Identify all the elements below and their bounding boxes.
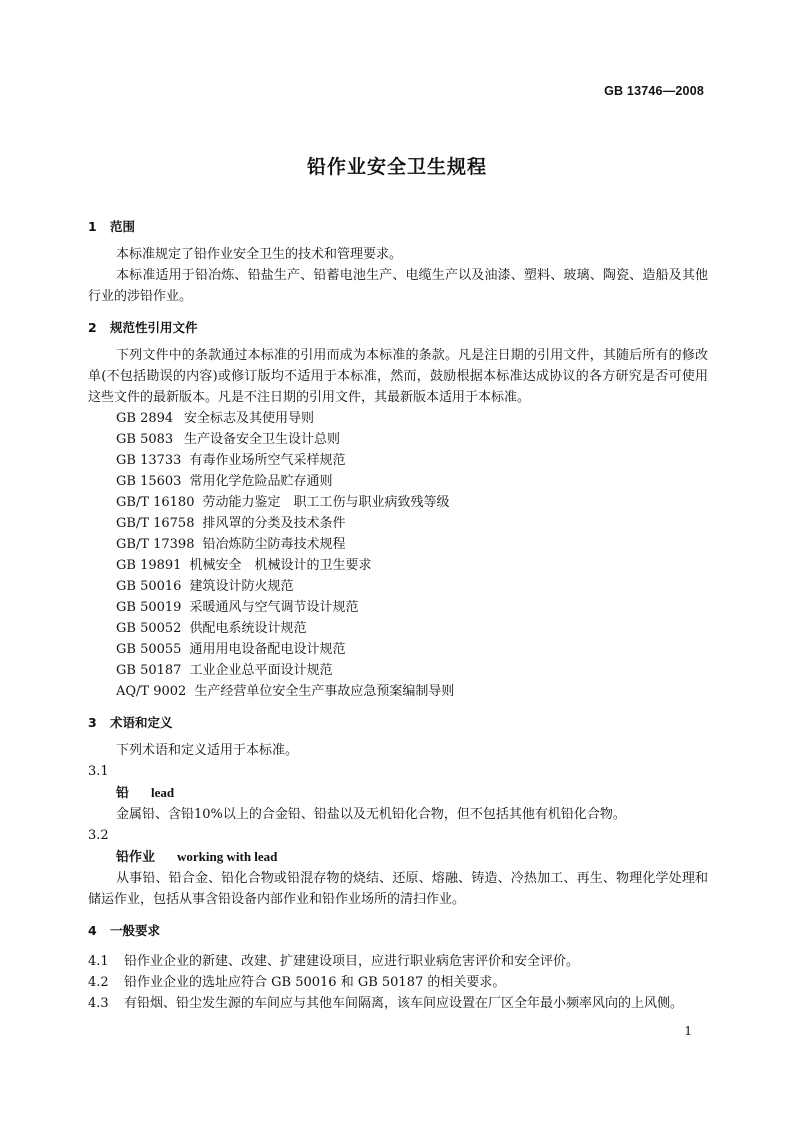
paragraph: 本标准适用于铅冶炼、铅盐生产、铅蓄电池生产、电缆生产以及油漆、塑料、玻璃、陶瓷、造船及其他行业的涉铅作业。 <box>88 268 708 304</box>
term-definition: 从事铅、铅合金、铅化合物或铅混存物的烧结、还原、熔融、铸造、冷热加工、再生、物理化学处理和储运作业，包括从事含铅设备内部作业和铅作业场所的清扫作业。 <box>88 871 708 907</box>
reference-item: GB 13733 有毒作业场所空气采样规范 <box>116 453 346 468</box>
section-heading: 1 范围 <box>88 219 136 234</box>
reference-item: AQ/T 9002 生产经营单位安全生产事故应急预案编制导则 <box>116 684 455 699</box>
term-entry: 铅 lead <box>116 785 175 801</box>
reference-item: GB 2894 安全标志及其使用导则 <box>116 411 315 426</box>
reference-item: GB 50055 通用用电设备配电设计规范 <box>116 642 346 657</box>
reference-item: GB/T 16180 劳动能力鉴定 职工工伤与职业病致残等级 <box>116 495 450 510</box>
section-heading: 3 术语和定义 <box>88 715 173 730</box>
term-entry: 铅作业 working with lead <box>116 849 278 865</box>
page-number: 1 <box>684 1024 692 1038</box>
reference-item: GB/T 17398 铅冶炼防尘防毒技术规程 <box>116 537 346 552</box>
reference-item: GB 19891 机械安全 机械设计的卫生要求 <box>116 558 372 573</box>
document-body <box>88 216 708 1014</box>
reference-item: GB 50019 采暖通风与空气调节设计规范 <box>116 600 359 615</box>
clause: 4.1 铅作业企业的新建、改建、扩建建设项目，应进行职业病危害评价和安全评价。 <box>88 954 580 969</box>
term-definition: 金属铅、含铅10%以上的合金铅、铅盐以及无机铅化合物，但不包括其他有机铅化合物。 <box>116 807 626 822</box>
document-title: 铅作业安全卫生规程 <box>306 156 487 178</box>
reference-item: GB 5083 生产设备安全卫生设计总则 <box>116 432 341 447</box>
standard-number: GB 13746—2008 <box>604 84 704 98</box>
paragraph: 下列文件中的条款通过本标准的引用而成为本标准的条款。凡是注日期的引用文件，其随后所有的修改单(不包括勘误的内容)或修订版均不适用于本标准，然而，鼓励根据本标准达成协议的各方研究是否可使用这些文件的最新版本。凡是不注日期的引用文件，其最新版本适用于本标准。 <box>88 348 708 405</box>
clause: 4.2 铅作业企业的选址应符合 GB 50016 和 GB 50187 的相关要求。 <box>88 975 506 990</box>
reference-item: GB/T 16758 排风罩的分类及技术条件 <box>116 516 346 531</box>
paragraph: 本标准规定了铅作业安全卫生的技术和管理要求。 <box>116 247 403 262</box>
clause-number: 3.1 <box>88 764 109 779</box>
clause: 4.3 有铅烟、铅尘发生源的车间应与其他车间隔离，该车间应设置在厂区全年最小频率风向的上风侧。 <box>88 996 684 1011</box>
clause-number: 3.2 <box>88 828 109 843</box>
reference-item: GB 50187 工业企业总平面设计规范 <box>116 663 333 678</box>
reference-item: GB 50052 供配电系统设计规范 <box>116 621 307 636</box>
paragraph: 下列术语和定义适用于本标准。 <box>116 743 299 758</box>
section-heading: 2 规范性引用文件 <box>88 320 198 335</box>
reference-item: GB 50016 建筑设计防火规范 <box>116 579 294 594</box>
reference-item: GB 15603 常用化学危险品贮存通则 <box>116 474 333 489</box>
section-heading: 4 一般要求 <box>88 923 161 938</box>
reference-list <box>88 408 708 702</box>
